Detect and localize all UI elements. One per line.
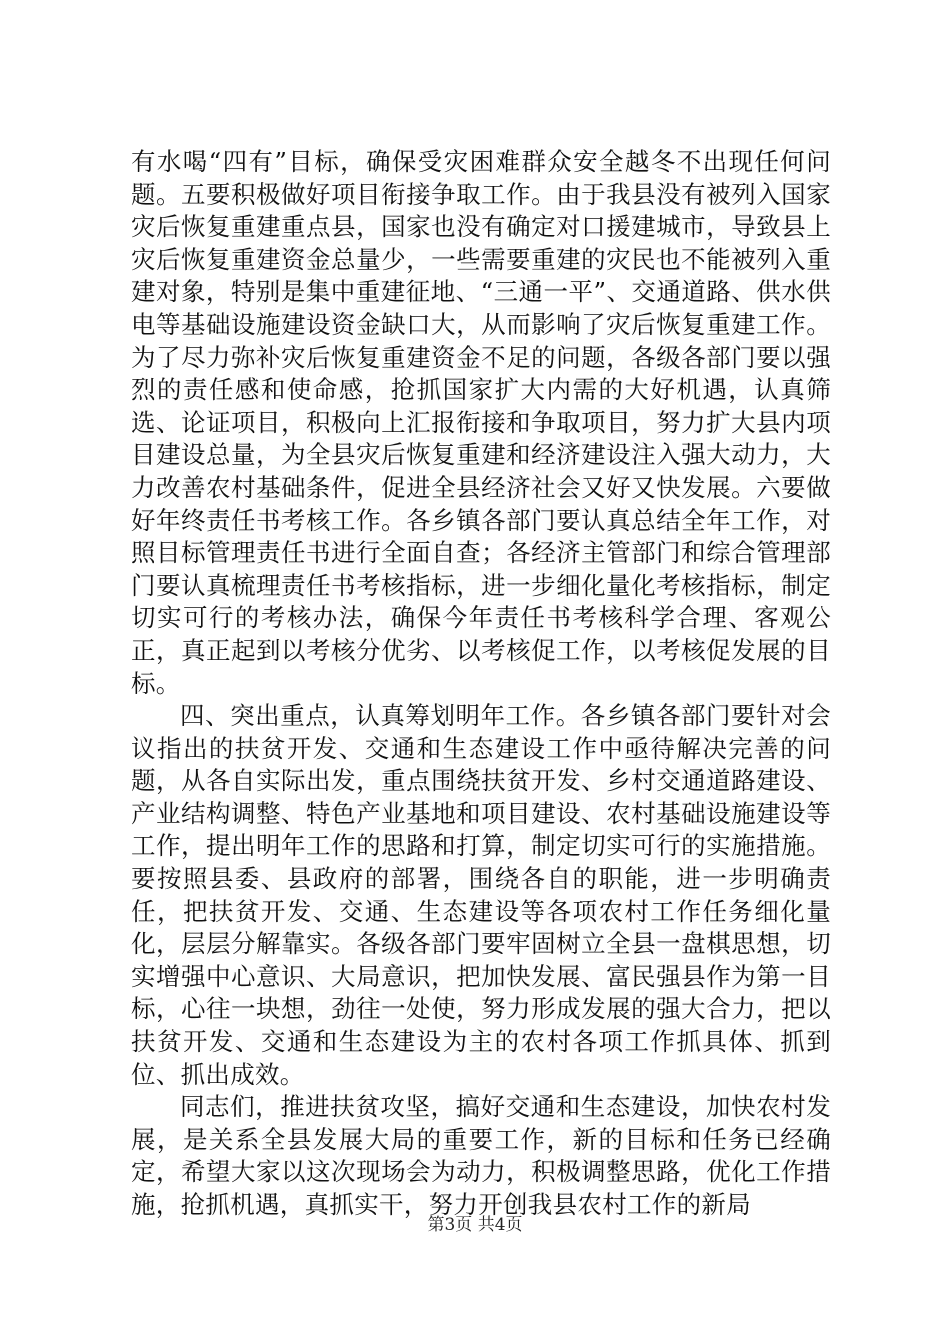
paragraph-continuation: 有水喝“四有”目标，确保受灾困难群众安全越冬不出现任何问题。五要积极做好项目衔接争取工作。由于我县没有被列入国家灾后恢复重建重点县，国家也没有确定对口援建城市，导致县上灾后恢复重建资金总量少，一些需要重建的灾民也不能被列入重建对象，特别是集中重建征地、“三通一平”、交通道路、供水供电等基础设施建设资金缺口大，从而影响了灾后恢复重建工作。为了尽力弥补灾后恢复重建资金不足的问题，各级各部门要以强烈的责任感和使命感，抢抓国家扩大内需的大好机遇，认真筛选、论证项目，积极向上汇报衔接和争取项目，努力扩大县内项目建设总量，为全县灾后恢复重建和经济建设注入强大动力，大力改善农村基础条件，促进全县经济社会又好又快发展。六要做好年终责任书考核工作。各乡镇各部门要认真总结全年工作，对照目标管理责任书进行全面自查；各经济主管部门和综合管理部门要认真梳理责任书考核指标，进一步细化量化考核指标，制定切实可行的考核办法，确保今年责任书考核科学合理、客观公正，真正起到以考核分优劣、以考核促工作，以考核促发展的目标。 <box>131 147 831 698</box>
paragraph-section-four: 四、突出重点，认真筹划明年工作。各乡镇各部门要针对会议指出的扶贫开发、交通和生态建设工作中亟待解决完善的问题，从各自实际出发，重点围绕扶贫开发、乡村交通道路建设、产业结构调整、特色产业基地和项目建设、农村基础设施建设等工作，提出明年工作的思路和打算，制定切实可行的实施措施。要按照县委、县政府的部署，围绕各自的职能，进一步明确责任，把扶贫开发、交通、生态建设等各项农村工作任务细化量化，层层分解靠实。各级各部门要牢固树立全县一盘棋思想，切实增强中心意识、大局意识，把加快发展、富民强县作为第一目标，心往一块想，劲往一处使，努力形成发展的强大合力，把以扶贫开发、交通和生态建设为主的农村各项工作抓具体、抓到位、抓出成效。 <box>131 701 831 1089</box>
document-body <box>131 146 831 1222</box>
paragraph-closing: 同志们，推进扶贫攻坚，搞好交通和生态建设，加快农村发展，是关系全县发展大局的重要工作，新的目标和任务已经确定，希望大家以这次现场会为动力，积极调整思路，优化工作措施，抢抓机遇，真抓实干，努力开创我县农村工作的新局 <box>131 1092 831 1219</box>
page-number-footer: 第3页 共4页 <box>427 1215 523 1235</box>
